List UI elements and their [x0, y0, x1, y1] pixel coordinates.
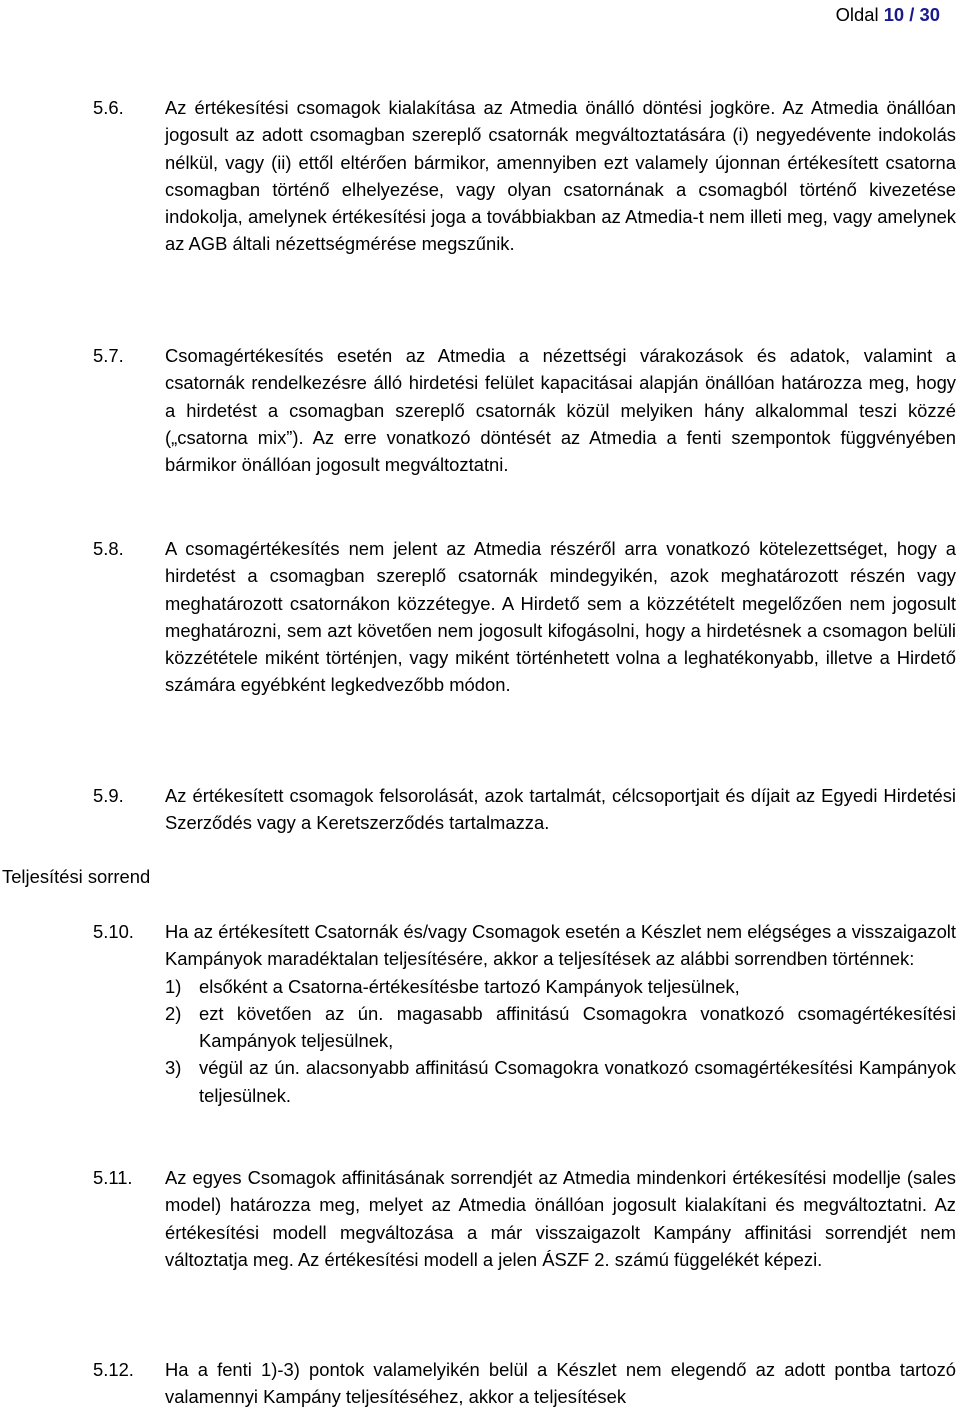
- ordered-list: [165, 973, 956, 1109]
- section-number: 5.8.: [93, 538, 124, 559]
- section-number: 5.11.: [93, 1167, 133, 1188]
- list-item-text: végül az ún. alacsonyabb affinitású Csomagokra vonatkozó csomagértékesítési Kampányok teljesülnek.: [199, 1057, 956, 1106]
- section-text: Az értékesítési csomagok kialakítása az Atmedia önálló döntési jogköre. Az Atmedia önállóan jogosult az adott csomagban szereplő csatornák megváltoztatására (i) negyedévente indokolás nélkül, vagy (ii) ettől eltérően bármikor, amennyiben ezt valamely újonnan értékesített csatorna csomagban történő elhelyezése, vagy olyan csatornának a csomagból történő kivezetése indokolja, amelynek értékesítési joga a továbbiakban az Atmedia-t nem illeti meg, vagy amelynek az AGB általi nézettségmérése megszűnik.: [165, 97, 956, 255]
- page-number-total: 30: [919, 4, 940, 25]
- section-5-12: [93, 1356, 956, 1411]
- list-item-number: 3): [165, 1057, 182, 1079]
- page-number: [836, 4, 940, 26]
- section-number: 5.7.: [93, 345, 124, 366]
- page-number-prefix: Oldal: [835, 4, 879, 25]
- section-text: Ha a fenti 1)-3) pontok valamelyikén belül a Készlet nem elegendő az adott pontba tartozó valamennyi Kampány teljesítéséhez, akkor a teljesítések: [165, 1359, 956, 1408]
- section-number: 5.9.: [93, 785, 124, 806]
- list-item-number: 2): [165, 1002, 182, 1024]
- list-item: [165, 973, 956, 1000]
- section-text: Csomagértékesítés esetén az Atmedia a nézettségi várakozások és adatok, valamint a csatornák rendelkezésre álló hirdetési felület kapacitásai alapján önállóan határozza meg, hogy a hirdetést a csomagban szereplő csatornák közül melyiken hány alkalommal teszi közzé („csatorna mix”). Az erre vonatkozó döntését az Atmedia a fenti szempontok függvényében bármikor önállóan jogosult megváltoztatni.: [165, 345, 956, 476]
- section-5-11: [93, 1164, 956, 1273]
- section-text: Az egyes Csomagok affinitásának sorrendjét az Atmedia mindenkori értékesítési modellje (sales model) határozza meg, melyet az Atmedia önállóan jogosult kialakítani és megváltoztatni. Az értékesítési modell megváltozása a már visszaigazolt Kampány affinitási sorrendjét nem változtatja meg. Az értékesítési modell a jelen ÁSZF 2. számú függelékét képezi.: [165, 1167, 956, 1270]
- section-text: A csomagértékesítés nem jelent az Atmedia részéről arra vonatkozó kötelezettséget, hogy a hirdetést a csomagban szereplő csatornák mindegyikén, azok meghatározott részén vagy meghatározott csatornákon közzétegye. A Hirdető sem a közzétételt megelőzően nem jogosult meghatározni, sem azt követően nem jogosult kifogásolni, hogy a hirdetésnek a csomagon belüli közzététele miként történjen, vagy miként történhetett volna a leghatékonyabb, illetve a Hirdető számára egyébként legkedvezőbb módon.: [165, 538, 956, 696]
- page-number-separator: /: [909, 4, 915, 25]
- section-number: 5.10.: [93, 921, 134, 942]
- section-text: Ha az értékesített Csatornák és/vagy Csomagok esetén a Készlet nem elégséges a visszaigazolt Kampányok maradéktalan teljesítésére, akkor a teljesítések az alábbi sorrendben történnek:: [165, 921, 956, 970]
- list-item: [165, 1054, 956, 1109]
- section-5-8: [93, 535, 956, 699]
- list-item-text: ezt követően az ún. magasabb affinitású Csomagokra vonatkozó csomagértékesítési Kampányok teljesülnek,: [199, 1002, 956, 1052]
- section-number: 5.12.: [93, 1359, 134, 1380]
- page-number-current: 10: [883, 4, 905, 25]
- list-item-number: 1): [165, 975, 182, 997]
- section-number: 5.6.: [93, 97, 124, 118]
- side-heading: Teljesítési sorrend: [2, 866, 151, 887]
- section-5-7: [93, 342, 956, 478]
- list-item: [165, 1000, 956, 1055]
- list-item-text: elsőként a Csatorna-értékesítésbe tartozó Kampányok teljesülnek,: [199, 975, 740, 997]
- section-5-6: [93, 94, 956, 258]
- section-5-10: [93, 918, 956, 1109]
- section-text: Az értékesített csomagok felsorolását, azok tartalmát, célcsoportjait és díjait az Egyedi Hirdetési Szerződés vagy a Keretszerződés tartalmazza.: [165, 785, 956, 834]
- section-5-9: [93, 782, 956, 837]
